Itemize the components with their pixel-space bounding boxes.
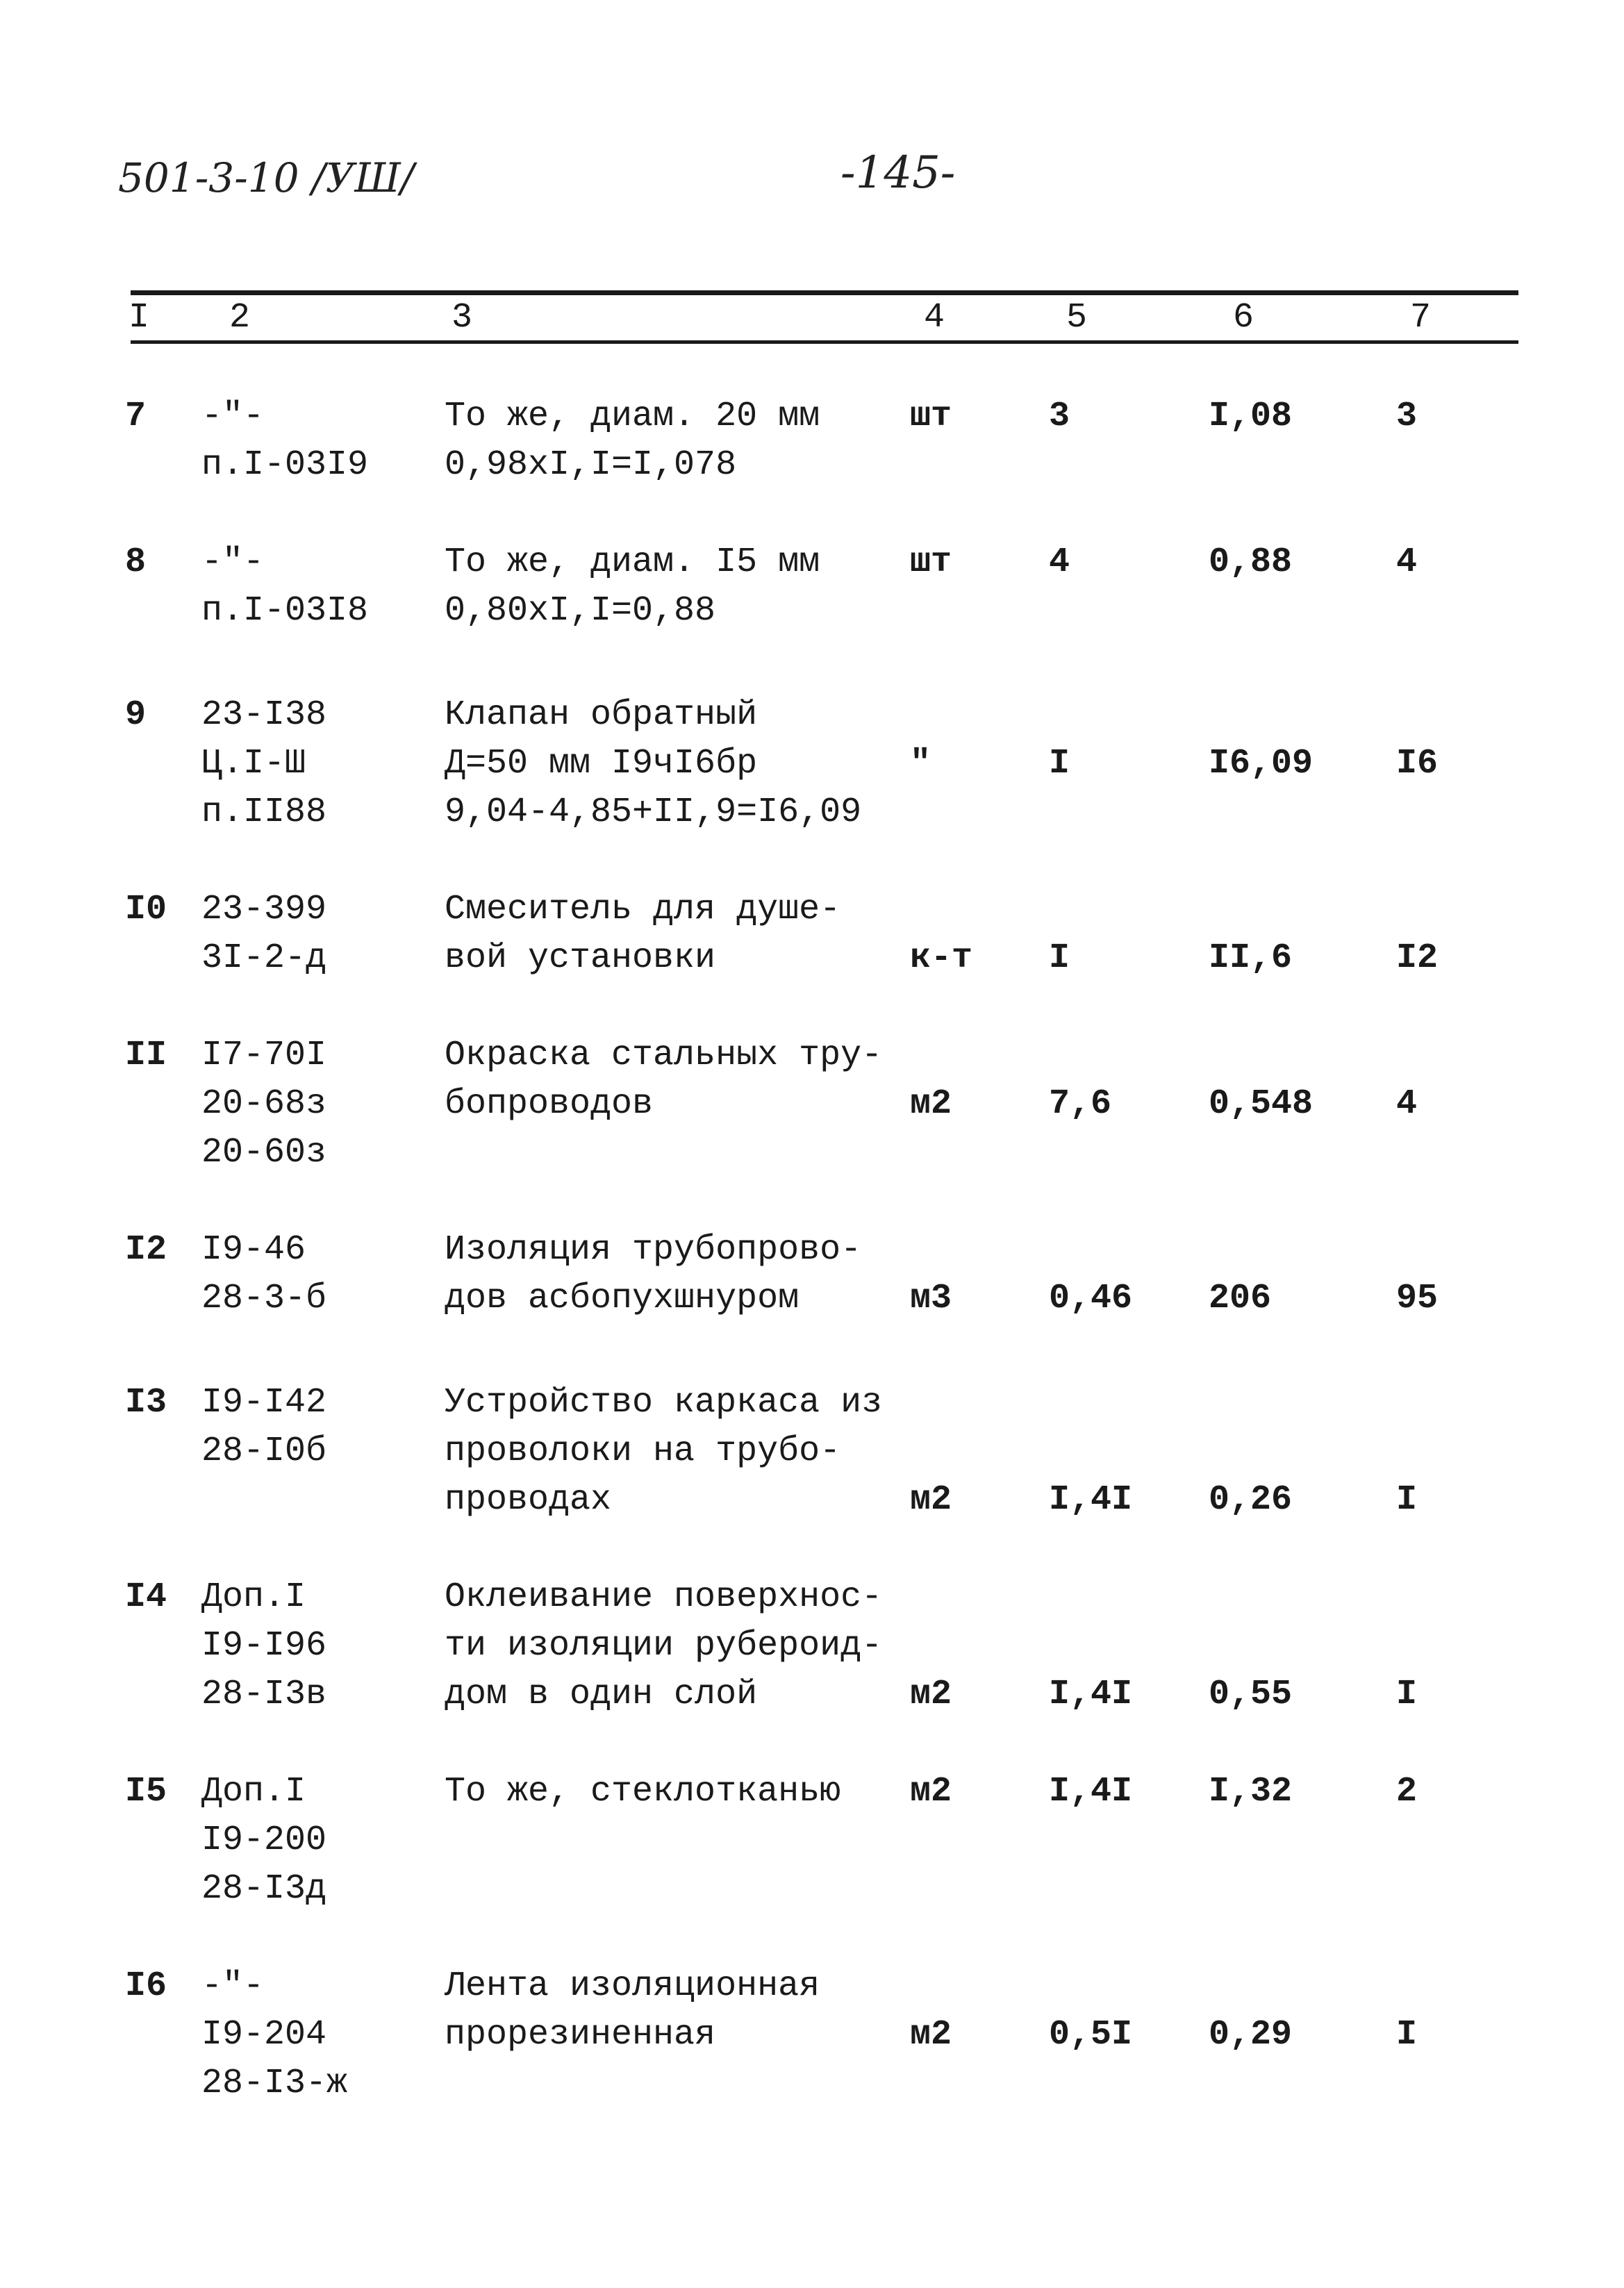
work-description xyxy=(445,1573,903,1719)
work-description-line: 9,04-4,85+II,9=I6,09 xyxy=(445,793,862,832)
unit: м2 xyxy=(910,2015,952,2055)
work-description-line: То же, диам. I5 мм xyxy=(445,542,820,582)
work-description-line: Смеситель для душе- xyxy=(445,890,841,929)
norm-reference xyxy=(201,691,438,837)
work-description-line: То же, стеклотканью xyxy=(445,1772,841,1812)
work-description-line: Клапан обратный xyxy=(445,695,758,735)
norm-reference-line: 23-I38 xyxy=(201,695,327,735)
norm-reference-line: 28-3-б xyxy=(201,1279,327,1318)
norm-reference-line: I9-46 xyxy=(201,1230,306,1270)
quantity: 0,5I xyxy=(1049,2015,1133,2055)
norm-reference-line: п.I-03I9 xyxy=(201,445,369,485)
norm-reference-line: I9-I42 xyxy=(201,1383,327,1423)
unit-price: 0,29 xyxy=(1209,2015,1293,2055)
unit: м2 xyxy=(910,1675,952,1714)
unit: м2 xyxy=(910,1772,952,1812)
work-description-line: дом в один слой xyxy=(445,1675,758,1714)
norm-reference-line: -"- xyxy=(201,397,265,436)
quantity: I,4I xyxy=(1049,1480,1133,1520)
work-description-line: проволоки на трубо- xyxy=(445,1432,841,1471)
norm-reference-line: 20-68з xyxy=(201,1084,327,1124)
norm-reference-line: 3I-2-д xyxy=(201,938,327,978)
column-header-7: 7 xyxy=(1410,298,1432,338)
work-description-line: Оклеивание поверхнос- xyxy=(445,1577,883,1617)
unit-price: II,6 xyxy=(1209,938,1293,978)
work-description xyxy=(445,1379,903,1525)
item-number: I2 xyxy=(125,1230,167,1270)
item-number: II xyxy=(125,1036,167,1075)
work-description xyxy=(445,1768,903,1816)
work-description-line: вой установки xyxy=(445,938,716,978)
work-description-line: Лента изоляционная xyxy=(445,1966,820,2006)
unit-price: 206 xyxy=(1209,1279,1272,1318)
unit-price: I6,09 xyxy=(1209,744,1314,784)
work-description-line: прорезиненная xyxy=(445,2015,716,2055)
item-number: I0 xyxy=(125,890,167,929)
work-description xyxy=(445,538,903,636)
norm-reference-line: 28-I0б xyxy=(201,1432,327,1471)
norm-reference-line: п.II88 xyxy=(201,793,327,832)
item-number: 7 xyxy=(125,397,147,436)
item-number: I6 xyxy=(125,1966,167,2006)
work-description-line: дов асбопухшнуром xyxy=(445,1279,799,1318)
column-header-3: 3 xyxy=(451,298,473,338)
norm-reference-line: Доп.I xyxy=(201,1772,306,1812)
work-description-line: бопроводов xyxy=(445,1084,654,1124)
column-header-6: 6 xyxy=(1233,298,1254,338)
norm-reference-line: 28-I3в xyxy=(201,1675,327,1714)
norm-reference xyxy=(201,886,438,983)
unit-price: I,32 xyxy=(1209,1772,1293,1812)
norm-reference-line: Ц.I-Ш xyxy=(201,744,306,784)
norm-reference-line: 20-60з xyxy=(201,1133,327,1172)
work-description-line: Д=50 мм I9чI6бр xyxy=(445,744,758,784)
quantity: 0,46 xyxy=(1049,1279,1133,1318)
work-description xyxy=(445,886,903,983)
norm-reference-line: 28-I3д xyxy=(201,1869,327,1909)
norm-reference-line: п.I-03I8 xyxy=(201,591,369,631)
item-number: I3 xyxy=(125,1383,167,1423)
work-description xyxy=(445,691,903,837)
table-header-rule xyxy=(131,340,1518,344)
unit: шт xyxy=(910,542,952,582)
norm-reference-line: -"- xyxy=(201,1966,265,2006)
item-number: I5 xyxy=(125,1772,167,1812)
quantity: I,4I xyxy=(1049,1675,1133,1714)
work-description-line: Устройство каркаса из xyxy=(445,1383,883,1423)
norm-reference-line: Доп.I xyxy=(201,1577,306,1617)
unit: м3 xyxy=(910,1279,952,1318)
page-number: -145- xyxy=(840,147,956,199)
column-header-2: 2 xyxy=(229,298,251,338)
column-header-4: 4 xyxy=(924,298,945,338)
norm-reference-line: I9-204 xyxy=(201,2015,327,2055)
norm-reference-line: I9-I96 xyxy=(201,1626,327,1666)
quantity: 7,6 xyxy=(1049,1084,1112,1124)
total-cost: I xyxy=(1396,1675,1418,1714)
norm-reference xyxy=(201,392,438,490)
work-description-line: Окраска стальных тру- xyxy=(445,1036,883,1075)
document-code: 501-3-10 /УШ/ xyxy=(118,154,415,201)
total-cost: I xyxy=(1396,2015,1418,2055)
unit: м2 xyxy=(910,1084,952,1124)
norm-reference xyxy=(201,1768,438,1914)
unit: к-т xyxy=(910,938,973,978)
work-description-line: проводах xyxy=(445,1480,612,1520)
item-number: 8 xyxy=(125,542,147,582)
item-number: I4 xyxy=(125,1577,167,1617)
item-number: 9 xyxy=(125,695,147,735)
norm-reference xyxy=(201,1573,438,1719)
unit: " xyxy=(910,744,931,784)
unit: м2 xyxy=(910,1480,952,1520)
quantity: I,4I xyxy=(1049,1772,1133,1812)
table-top-rule xyxy=(131,290,1518,295)
unit-price: I,08 xyxy=(1209,397,1293,436)
total-cost: 2 xyxy=(1396,1772,1418,1812)
quantity: 4 xyxy=(1049,542,1070,582)
work-description-line: Изоляция трубопрово- xyxy=(445,1230,862,1270)
quantity: I xyxy=(1049,938,1070,978)
norm-reference-line: 23-399 xyxy=(201,890,327,929)
work-description xyxy=(445,1031,903,1129)
norm-reference xyxy=(201,1226,438,1323)
total-cost: 4 xyxy=(1396,542,1418,582)
work-description-line: ти изоляции рубероид- xyxy=(445,1626,883,1666)
norm-reference-line: I7-70I xyxy=(201,1036,327,1075)
unit-price: 0,55 xyxy=(1209,1675,1293,1714)
column-header-5: 5 xyxy=(1066,298,1088,338)
norm-reference xyxy=(201,538,438,636)
work-description xyxy=(445,1962,903,2059)
total-cost: 4 xyxy=(1396,1084,1418,1124)
norm-reference-line: -"- xyxy=(201,542,265,582)
total-cost: 95 xyxy=(1396,1279,1439,1318)
work-description-line: 0,98хI,I=I,078 xyxy=(445,445,737,485)
total-cost: I6 xyxy=(1396,744,1439,784)
norm-reference-line: 28-I3-ж xyxy=(201,2064,348,2103)
unit-price: 0,26 xyxy=(1209,1480,1293,1520)
work-description-line: 0,80хI,I=0,88 xyxy=(445,591,716,631)
norm-reference xyxy=(201,1031,438,1177)
norm-reference xyxy=(201,1962,438,2108)
unit-price: 0,88 xyxy=(1209,542,1293,582)
total-cost: I xyxy=(1396,1480,1418,1520)
quantity: I xyxy=(1049,744,1070,784)
unit: шт xyxy=(910,397,952,436)
work-description xyxy=(445,1226,903,1323)
unit-price: 0,548 xyxy=(1209,1084,1314,1124)
norm-reference-line: I9-200 xyxy=(201,1821,327,1860)
total-cost: 3 xyxy=(1396,397,1418,436)
quantity: 3 xyxy=(1049,397,1070,436)
column-header-1: I xyxy=(129,298,150,338)
work-description xyxy=(445,392,903,490)
work-description-line: То же, диам. 20 мм xyxy=(445,397,820,436)
total-cost: I2 xyxy=(1396,938,1439,978)
norm-reference xyxy=(201,1379,438,1476)
